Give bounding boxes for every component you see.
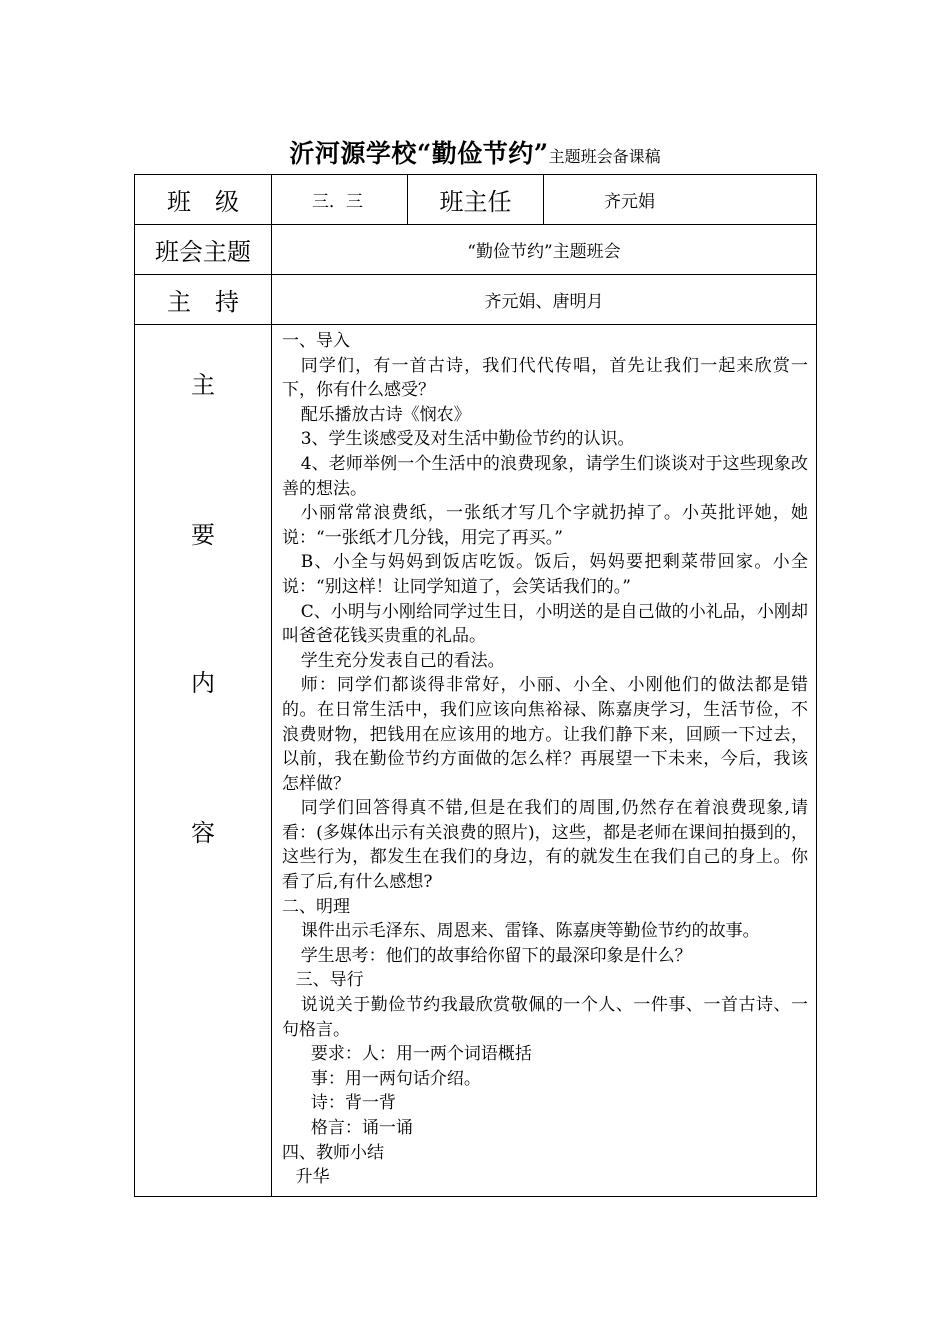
content-line: 事：用一两句话介绍。 (310, 1068, 481, 1089)
class-value: 三．三 (312, 192, 363, 212)
content-cell (272, 325, 817, 1197)
content-line: 小丽常常浪费纸，一张纸才写几个字就扔掉了。小英批评她，她说：“一张纸才几分钱，用完了再买。” (282, 503, 808, 548)
content-line: 同学们回答得真不错,但是在我们的周围,仍然存在着浪费现象,请看：(多媒体出示有关浪费的照片)，这些，都是老师在课间拍摄到的，这些行为，都发生在我们的身边，有的就发生在我们自己的身上。你看了后,有什么感想? (282, 798, 808, 893)
content-label-char: 内 (191, 669, 215, 697)
host-label-cell (135, 275, 272, 325)
content-line: 四、教师小结 (282, 1142, 384, 1163)
content-line: 3、学生谈感受及对生活中勤俭节约的认识。 (300, 429, 635, 450)
content-line: B、小全与妈妈到饭店吃饭。饭后，妈妈要把剩菜带回家。小全说：“别这样！让同学知道了，会笑话我们的。” (282, 552, 808, 597)
host-value-cell (272, 275, 817, 325)
page-title (0, 134, 950, 170)
teacher-value: 齐元娟 (604, 192, 655, 212)
content-line: 学生充分发表自己的看法。 (300, 650, 505, 671)
theme-value-cell (272, 225, 817, 275)
content-line: 4、老师举例一个生活中的浪费现象，请学生们谈谈对于这些现象改善的想法。 (282, 453, 808, 499)
content-line: 一、导入 (282, 331, 350, 351)
content-line: C、小明与小刚给同学过生日，小明送的是自己做的小礼品，小刚却叫爸爸花钱买贵重的礼品。 (282, 601, 808, 647)
content-label-char: 容 (191, 819, 215, 847)
class-label: 班 级 (167, 188, 239, 216)
content-line: 学生思考：他们的故事给你留下的最深印象是什么？ (300, 945, 692, 966)
teacher-value-cell (544, 175, 817, 225)
host-row (135, 275, 817, 325)
content-label-char: 要 (191, 521, 215, 549)
document-subtitle: 主题班会备课稿 (548, 147, 661, 166)
theme-label-cell (135, 225, 272, 275)
content-body (272, 325, 816, 1190)
content-row (135, 325, 817, 1197)
host-label: 主 持 (167, 288, 239, 316)
theme-row (135, 225, 817, 275)
content-line: 升华 (295, 1167, 330, 1188)
teacher-label-cell (408, 175, 544, 225)
theme-label: 班会主题 (155, 238, 251, 266)
content-line: 格言：诵一诵 (310, 1118, 413, 1138)
content-line: 同学们，有一首古诗，我们代代传唱，首先让我们一起来欣赏一下，你有什么感受？ (282, 355, 808, 401)
content-line: 要求：人：用一两个词语概括 (310, 1044, 532, 1065)
class-value-cell (272, 175, 408, 225)
content-line: 课件出示毛泽东、周恩来、雷锋、陈嘉庚等勤俭节约的故事。 (300, 921, 760, 942)
theme-value: “勤俭节约”主题班会 (467, 242, 621, 262)
class-label-cell (135, 175, 272, 225)
content-line: 二、明理 (282, 896, 350, 917)
content-label-char: 主 (191, 371, 215, 399)
content-line: 配乐播放古诗《悯农》 (300, 404, 471, 425)
host-value: 齐元娟、唐明月 (484, 292, 604, 312)
content-line: 说说关于勤俭节约我最欣赏敬佩的一个人、一件事、一首古诗、一句格言。 (282, 995, 808, 1040)
content-line: 三、导行 (295, 970, 364, 991)
class-row (135, 175, 817, 225)
lesson-plan-table (134, 174, 817, 1197)
teacher-label: 班主任 (439, 188, 512, 216)
document-title: 沂河源学校“勤俭节约” (289, 139, 549, 168)
content-line: 诗：背一背 (310, 1093, 396, 1114)
content-line: 师：同学们都谈得非常好，小丽、小全、小刚他们的做法都是错的。在日常生活中，我们应该向焦裕禄、陈嘉庚学习，生活节俭，不浪费财物，把钱用在应该用的地方。让我们静下来，回顾一下过去，以前，我在勤俭节约方面做的怎么样？再展望一下未来，今后，我该怎样做？ (282, 675, 808, 794)
content-label-cell (135, 325, 272, 1197)
